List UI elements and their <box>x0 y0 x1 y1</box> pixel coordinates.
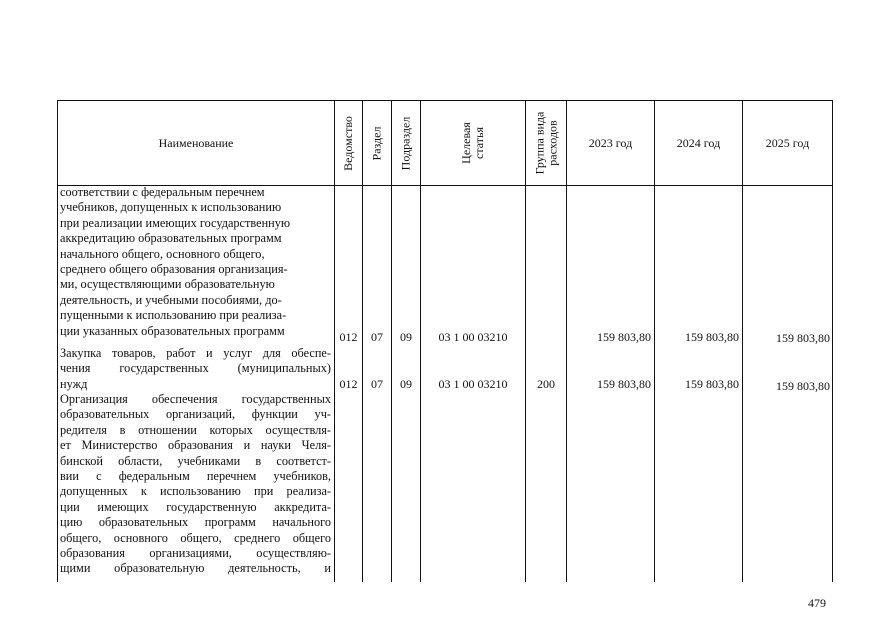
desc-line: редителя в отношении которых осуществля- <box>60 422 331 437</box>
col-border <box>832 100 833 582</box>
desc-line: щими образовательную деятельность, и <box>60 561 331 576</box>
desc-line: Организация обеспечения государственных <box>60 392 331 406</box>
header-subsection-label: Подраздел <box>398 116 413 170</box>
row-1-description <box>60 185 331 339</box>
desc-line: аккредитацию образовательных программ <box>60 231 282 246</box>
desc-line: Закупка товаров, работ и услуг для обеспе- <box>60 346 331 360</box>
desc-line: ции имеющих государственную аккредита- <box>60 499 331 514</box>
desc-line: допущенных к использованию при реализа- <box>60 484 331 499</box>
header-section <box>363 101 391 185</box>
desc-line: образования организациями, осуществляю- <box>60 546 331 561</box>
desc-line: цию образовательных программ начального <box>60 515 331 530</box>
row-1-value-2025: 159 803,80 <box>776 331 830 345</box>
desc-line: среднего общего образования организация- <box>60 262 288 277</box>
desc-line: образовательных организаций, функции уч- <box>60 407 331 422</box>
header-name <box>58 101 334 185</box>
header-target-line1: Целевая <box>458 122 473 164</box>
header-subsection <box>392 101 420 185</box>
desc-line: при реализации имеющих государственную <box>60 215 291 230</box>
row-2-exp: 200 <box>537 377 555 391</box>
header-exp-line1: Группа вида <box>532 111 546 175</box>
desc-line: пущенными к использованию при реализа- <box>60 308 287 323</box>
header-name-label: Наименование <box>158 135 234 150</box>
desc-line: ми, осуществляющими образовательную <box>60 277 275 292</box>
desc-line: соответствии с федеральным перечнем <box>60 185 265 199</box>
row-2-target: 03 1 00 03210 <box>438 377 508 391</box>
header-exp-label <box>533 112 559 175</box>
header-2025-label: 2025 год <box>765 135 810 150</box>
row-1-dept: 012 <box>339 330 358 344</box>
row-1-target: 03 1 00 03210 <box>438 330 508 344</box>
desc-line: учебников, допущенных к использованию <box>60 200 282 215</box>
header-dept-label: Ведомство <box>341 115 356 171</box>
row-2-description <box>60 346 331 392</box>
header-2025 <box>743 101 832 185</box>
row-2-value-2023: 159 803,80 <box>597 377 651 391</box>
header-2024-label: 2024 год <box>676 135 721 150</box>
header-exp-line2: расходов <box>545 120 559 166</box>
row-2-subsection: 09 <box>400 377 412 391</box>
desc-line: ет Министерство образования и науки Челя- <box>60 438 331 453</box>
desc-line: чения государственных (муниципальных) <box>60 361 331 376</box>
page-number: 479 <box>808 596 826 610</box>
row-3-description <box>60 392 331 577</box>
desc-line: деятельность, и учебными пособиями, до- <box>60 292 282 307</box>
header-target-label <box>460 122 486 164</box>
desc-line: вии с федеральным перечнем учебников, <box>60 469 331 484</box>
row-1-value-2023: 159 803,80 <box>597 330 651 344</box>
row-1-subsection: 09 <box>400 330 412 344</box>
row-1-section: 07 <box>371 330 383 344</box>
desc-line: бинской области, учебниками в соответст- <box>60 453 331 468</box>
header-exp <box>526 101 566 185</box>
header-section-label: Раздел <box>369 126 384 160</box>
header-2023 <box>567 101 654 185</box>
header-target <box>421 101 525 185</box>
row-2-value-2025: 159 803,80 <box>776 379 830 393</box>
desc-line: начального общего, основного общего, <box>60 246 265 261</box>
desc-line: общего, основного общего, среднего общего <box>60 530 331 545</box>
row-1-value-2024: 159 803,80 <box>685 330 739 344</box>
header-target-line2: статья <box>471 127 486 159</box>
row-2-dept: 012 <box>339 377 358 391</box>
row-2-value-2024: 159 803,80 <box>685 377 739 391</box>
row-2-section: 07 <box>371 377 383 391</box>
header-dept <box>335 101 362 185</box>
header-2023-label: 2023 год <box>588 135 633 150</box>
header-2024 <box>655 101 742 185</box>
desc-line: ции указанных образовательных программ <box>60 323 285 338</box>
desc-line: нужд <box>60 376 88 391</box>
